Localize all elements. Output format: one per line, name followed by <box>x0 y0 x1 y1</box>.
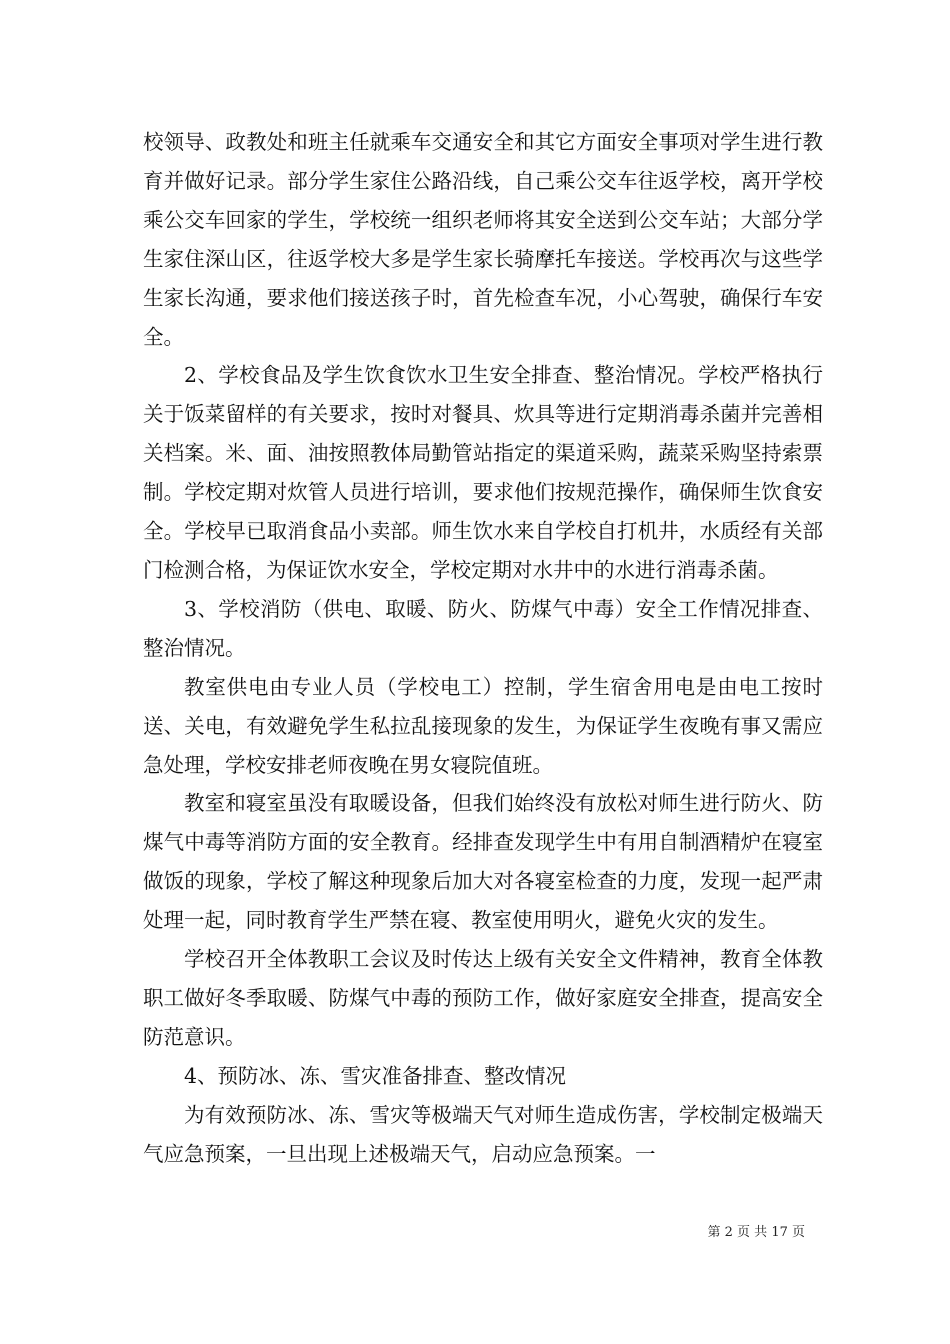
document-body <box>143 123 823 1173</box>
page-number-footer: 第 2 页 共 17 页 <box>707 1225 805 1240</box>
paragraph-5: 教室和寝室虽没有取暖设备，但我们始终没有放松对师生进行防火、防煤气中毒等消防方面的安全教育。经排查发现学生中有用自制酒精炉在寝室做饭的现象，学校了解这种现象后加大对各寝室检查的力度，发现一起严肃处理一起，同时教育学生严禁在寝、教室使用明火，避免火灾的发生。 <box>143 791 823 933</box>
paragraph-6: 学校召开全体教职工会议及时传达上级有关安全文件精神，教育全体教职工做好冬季取暖、防煤气中毒的预防工作，做好家庭安全排查，提高安全防范意识。 <box>143 947 823 1049</box>
paragraph-4: 教室供电由专业人员（学校电工）控制，学生宿舍用电是由电工按时送、关电，有效避免学生私拉乱接现象的发生，为保证学生夜晚有事又需应急处理，学校安排老师夜晚在男女寝院值班。 <box>143 674 823 777</box>
paragraph-2: 2、学校食品及学生饮食饮水卫生安全排查、整治情况。学校严格执行关于饭菜留样的有关要求，按时对餐具、炊具等进行定期消毒杀菌并完善相关档案。米、面、油按照教体局勤管站指定的渠道采购，蔬菜采购坚持索票制。学校定期对炊管人员进行培训，要求他们按规范操作，确保师生饮食安全。学校早已取消食品小卖部。师生饮水来自学校自打机井，水质经有关部门检测合格，为保证饮水安全，学校定期对水井中的水进行消毒杀菌。 <box>143 363 823 582</box>
paragraph-1: 校领导、政教处和班主任就乘车交通安全和其它方面安全事项对学生进行教育并做好记录。部分学生家住公路沿线，自己乘公交车往返学校，离开学校乘公交车回家的学生，学校统一组织老师将其安全送到公交车站；大部分学生家住深山区，往返学校大多是学生家长骑摩托车接送。学校再次与这些学生家长沟通，要求他们接送孩子时，首先检查车况，小心驾驶，确保行车安全。 <box>143 130 823 349</box>
paragraph-8: 为有效预防冰、冻、雪灾等极端天气对师生造成伤害，学校制定极端天气应急预案，一旦出现上述极端天气，启动应急预案。一 <box>143 1102 823 1166</box>
paragraph-7: 4、预防冰、冻、雪灾准备排查、整改情况 <box>184 1063 567 1088</box>
paragraph-3: 3、学校消防（供电、取暖、防火、防煤气中毒）安全工作情况排查、整治情况。 <box>143 596 823 660</box>
